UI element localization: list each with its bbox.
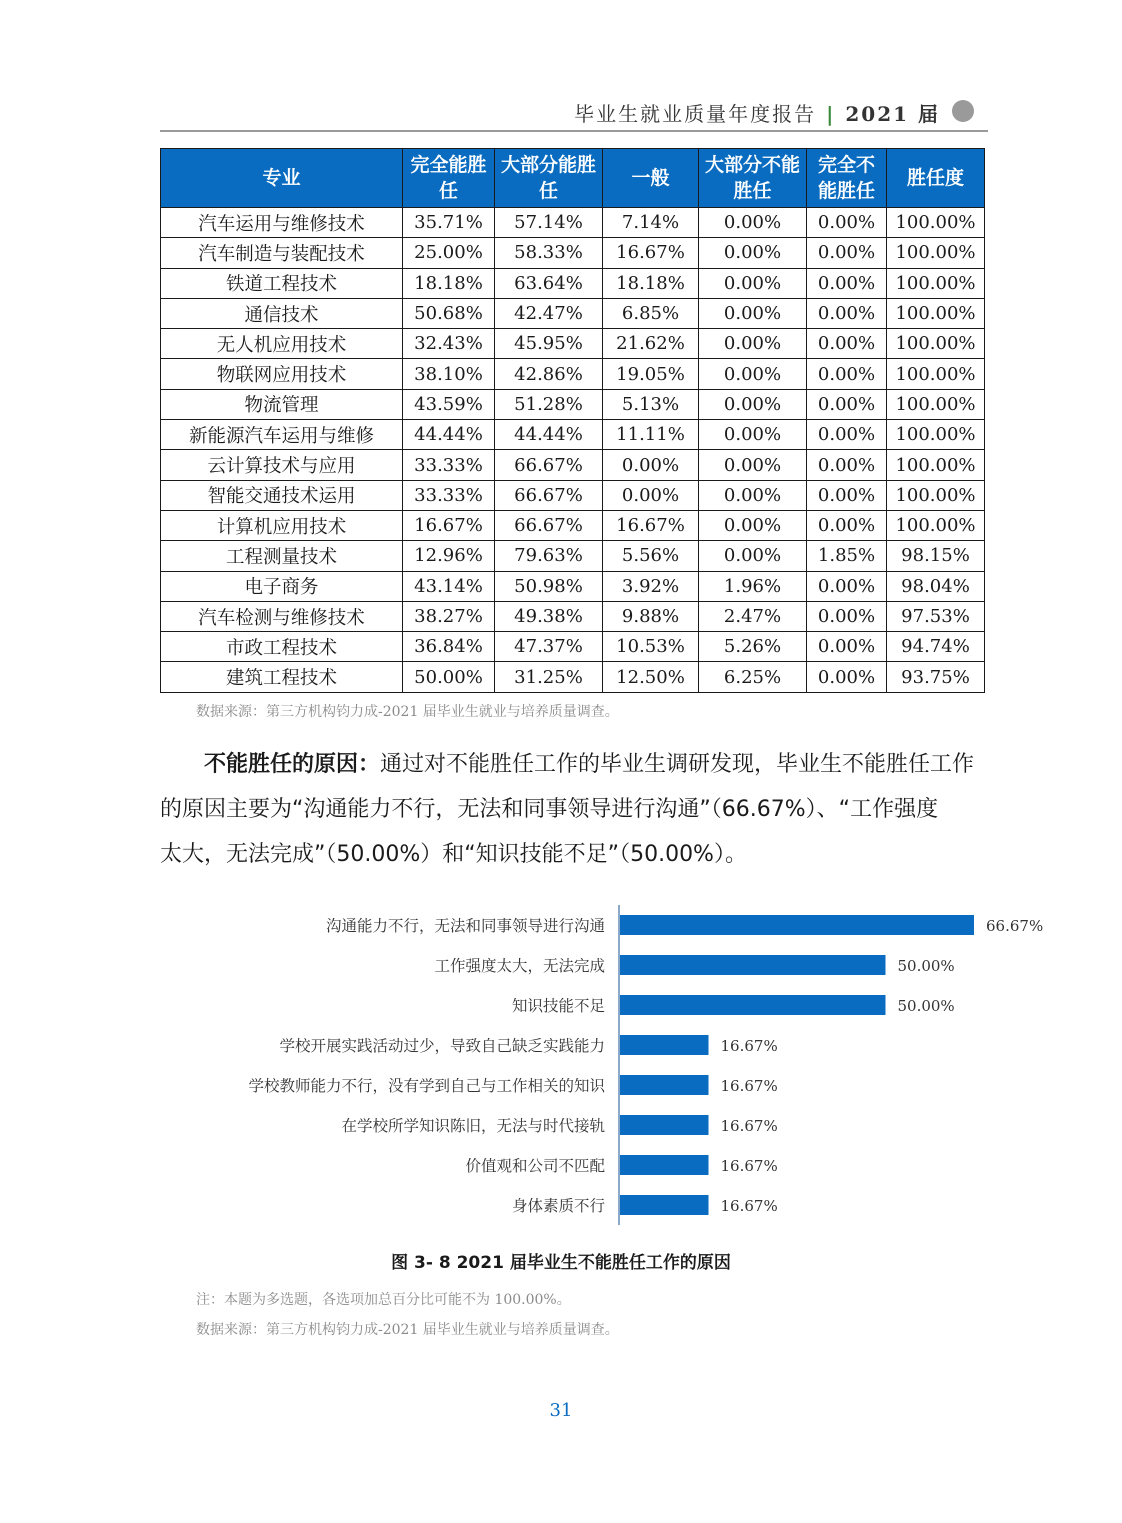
bar <box>620 1075 709 1095</box>
value-cell: 0.00% <box>699 238 807 268</box>
value-cell: 0.00% <box>807 420 887 450</box>
value-cell: 32.43% <box>403 329 495 359</box>
value-cell: 6.85% <box>603 298 699 328</box>
value-cell: 7.14% <box>603 208 699 238</box>
value-cell: 100.00% <box>887 450 985 480</box>
value-cell: 36.84% <box>403 632 495 662</box>
value-cell: 0.00% <box>807 510 887 540</box>
major-name-cell: 工程测量技术 <box>161 541 403 571</box>
value-cell: 100.00% <box>887 359 985 389</box>
table-row <box>161 632 985 662</box>
value-cell: 51.28% <box>495 389 603 419</box>
col-header-competency-rate: 胜任度 <box>887 149 985 208</box>
value-cell: 0.00% <box>699 359 807 389</box>
value-cell: 100.00% <box>887 389 985 419</box>
table-row <box>161 208 985 238</box>
value-cell: 58.33% <box>495 238 603 268</box>
category-label: 学校教师能力不行，没有学到自己与工作相关的知识 <box>248 1077 605 1095</box>
header-text <box>574 98 940 127</box>
category-label: 在学校所学知识陈旧，无法与时代接轨 <box>341 1117 605 1135</box>
value-cell: 66.67% <box>495 450 603 480</box>
category-label: 身体素质不行 <box>511 1197 605 1215</box>
value-cell: 38.27% <box>403 601 495 631</box>
value-cell: 0.00% <box>699 208 807 238</box>
value-cell: 47.37% <box>495 632 603 662</box>
value-cell: 5.13% <box>603 389 699 419</box>
major-name-cell: 市政工程技术 <box>161 632 403 662</box>
table-row <box>161 450 985 480</box>
bar <box>620 955 885 975</box>
value-cell: 5.56% <box>603 541 699 571</box>
bar <box>620 1035 709 1055</box>
value-cell: 21.62% <box>603 329 699 359</box>
value-cell: 35.71% <box>403 208 495 238</box>
value-cell: 0.00% <box>699 450 807 480</box>
paragraph-line-1-text: 通过对不能胜任工作的毕业生调研发现，毕业生不能胜任工作 <box>380 752 975 777</box>
value-cell: 97.53% <box>887 601 985 631</box>
value-cell: 100.00% <box>887 268 985 298</box>
reasons-bar-chart <box>0 900 1122 1230</box>
value-cell: 31.25% <box>495 662 603 692</box>
value-cell: 0.00% <box>807 208 887 238</box>
value-cell: 50.00% <box>403 662 495 692</box>
value-cell: 6.25% <box>699 662 807 692</box>
value-cell: 0.00% <box>807 268 887 298</box>
value-cell: 38.10% <box>403 359 495 389</box>
value-cell: 49.38% <box>495 601 603 631</box>
value-cell: 33.33% <box>403 450 495 480</box>
value-cell: 100.00% <box>887 480 985 510</box>
paragraph-line-1 <box>160 742 992 787</box>
value-cell: 98.15% <box>887 541 985 571</box>
value-cell: 0.00% <box>699 480 807 510</box>
value-label: 50.00% <box>897 957 955 975</box>
value-cell: 94.74% <box>887 632 985 662</box>
value-cell: 100.00% <box>887 298 985 328</box>
value-cell: 0.00% <box>807 480 887 510</box>
value-cell: 0.00% <box>603 450 699 480</box>
major-name-cell: 建筑工程技术 <box>161 662 403 692</box>
value-label: 66.67% <box>986 917 1044 935</box>
value-cell: 16.67% <box>603 238 699 268</box>
bar <box>620 995 885 1015</box>
header-dot-icon <box>952 100 974 122</box>
value-cell: 0.00% <box>699 268 807 298</box>
value-cell: 0.00% <box>807 389 887 419</box>
value-cell: 5.26% <box>699 632 807 662</box>
value-label: 50.00% <box>897 997 955 1015</box>
value-cell: 0.00% <box>807 329 887 359</box>
value-cell: 100.00% <box>887 238 985 268</box>
value-cell: 16.67% <box>603 510 699 540</box>
value-cell: 12.96% <box>403 541 495 571</box>
table-row <box>161 298 985 328</box>
table-body <box>161 208 985 693</box>
col-header-major: 专业 <box>161 149 403 208</box>
table-row <box>161 389 985 419</box>
value-cell: 12.50% <box>603 662 699 692</box>
value-cell: 100.00% <box>887 420 985 450</box>
value-cell: 100.00% <box>887 510 985 540</box>
major-name-cell: 铁道工程技术 <box>161 268 403 298</box>
major-name-cell: 无人机应用技术 <box>161 329 403 359</box>
bar <box>620 915 974 935</box>
value-cell: 0.00% <box>699 298 807 328</box>
header-separator: | <box>826 102 836 126</box>
value-label: 16.67% <box>720 1077 778 1095</box>
chart-svg <box>0 900 1122 1230</box>
value-cell: 0.00% <box>699 510 807 540</box>
value-cell: 79.63% <box>495 541 603 571</box>
major-name-cell: 汽车制造与装配技术 <box>161 238 403 268</box>
major-name-cell: 物联网应用技术 <box>161 359 403 389</box>
major-name-cell: 汽车运用与维修技术 <box>161 208 403 238</box>
value-cell: 25.00% <box>403 238 495 268</box>
table-row <box>161 480 985 510</box>
value-cell: 0.00% <box>699 389 807 419</box>
table-row <box>161 359 985 389</box>
major-name-cell: 汽车检测与维修技术 <box>161 601 403 631</box>
body-paragraph <box>160 742 992 877</box>
value-cell: 2.47% <box>699 601 807 631</box>
major-name-cell: 新能源汽车运用与维修 <box>161 420 403 450</box>
value-cell: 43.14% <box>403 571 495 601</box>
table-row <box>161 268 985 298</box>
value-cell: 1.96% <box>699 571 807 601</box>
figure-source-note: 数据来源：第三方机构钧力成-2021 届毕业生就业与培养质量调查。 <box>196 1322 619 1338</box>
category-label: 知识技能不足 <box>511 997 605 1015</box>
value-cell: 0.00% <box>699 329 807 359</box>
value-cell: 93.75% <box>887 662 985 692</box>
value-cell: 66.67% <box>495 510 603 540</box>
header-rule <box>160 130 988 132</box>
table-row <box>161 662 985 692</box>
value-cell: 98.04% <box>887 571 985 601</box>
bar <box>620 1115 709 1135</box>
major-name-cell: 云计算技术与应用 <box>161 450 403 480</box>
value-label: 16.67% <box>720 1197 778 1215</box>
value-cell: 18.18% <box>603 268 699 298</box>
bar <box>620 1195 709 1215</box>
table-header-row <box>161 149 985 208</box>
table-row <box>161 329 985 359</box>
value-cell: 1.85% <box>807 541 887 571</box>
value-label: 16.67% <box>720 1037 778 1055</box>
value-cell: 42.47% <box>495 298 603 328</box>
value-cell: 66.67% <box>495 480 603 510</box>
value-label: 16.67% <box>720 1157 778 1175</box>
table-row <box>161 601 985 631</box>
value-cell: 0.00% <box>807 359 887 389</box>
value-cell: 33.33% <box>403 480 495 510</box>
table-row <box>161 571 985 601</box>
value-cell: 0.00% <box>807 662 887 692</box>
report-title: 毕业生就业质量年度报告 <box>574 102 817 126</box>
value-cell: 11.11% <box>603 420 699 450</box>
table-row <box>161 510 985 540</box>
category-label: 沟通能力不行，无法和同事领导进行沟通 <box>325 917 605 935</box>
paragraph-line-2: 的原因主要为“沟通能力不行，无法和同事领导进行沟通”（66.67%）、“工作强度 <box>160 797 939 822</box>
col-header-average: 一般 <box>603 149 699 208</box>
value-cell: 0.00% <box>699 541 807 571</box>
category-label: 工作强度太大，无法完成 <box>434 957 605 975</box>
value-cell: 9.88% <box>603 601 699 631</box>
major-name-cell: 物流管理 <box>161 389 403 419</box>
category-label: 学校开展实践活动过少，导致自己缺乏实践能力 <box>279 1037 605 1055</box>
paragraph-lead: 不能胜任的原因： <box>204 752 381 777</box>
table-row <box>161 420 985 450</box>
value-cell: 100.00% <box>887 329 985 359</box>
page-header <box>160 96 988 136</box>
value-label: 16.67% <box>720 1117 778 1135</box>
major-name-cell: 智能交通技术运用 <box>161 480 403 510</box>
value-cell: 0.00% <box>807 601 887 631</box>
value-cell: 0.00% <box>807 450 887 480</box>
bar <box>620 1155 709 1175</box>
value-cell: 3.92% <box>603 571 699 601</box>
value-cell: 57.14% <box>495 208 603 238</box>
table-row <box>161 238 985 268</box>
value-cell: 100.00% <box>887 208 985 238</box>
value-cell: 42.86% <box>495 359 603 389</box>
value-cell: 0.00% <box>807 571 887 601</box>
col-header-fully-competent: 完全能胜任 <box>403 149 495 208</box>
paragraph-line-3: 太大，无法完成”（50.00%）和“知识技能不足”（50.00%）。 <box>160 842 747 867</box>
value-cell: 43.59% <box>403 389 495 419</box>
competency-table <box>160 148 985 693</box>
value-cell: 63.64% <box>495 268 603 298</box>
value-cell: 0.00% <box>699 420 807 450</box>
value-cell: 0.00% <box>807 298 887 328</box>
value-cell: 10.53% <box>603 632 699 662</box>
value-cell: 45.95% <box>495 329 603 359</box>
value-cell: 0.00% <box>603 480 699 510</box>
col-header-mostly-incompetent: 大部分不能胜任 <box>699 149 807 208</box>
value-cell: 18.18% <box>403 268 495 298</box>
value-cell: 44.44% <box>403 420 495 450</box>
value-cell: 16.67% <box>403 510 495 540</box>
figure-note: 注：本题为多选题，各选项加总百分比可能不为 100.00%。 <box>196 1292 571 1308</box>
report-year: 2021 届 <box>845 102 940 126</box>
major-name-cell: 电子商务 <box>161 571 403 601</box>
value-cell: 50.98% <box>495 571 603 601</box>
table-source-note: 数据来源：第三方机构钧力成-2021 届毕业生就业与培养质量调查。 <box>196 704 619 720</box>
major-name-cell: 计算机应用技术 <box>161 510 403 540</box>
category-label: 价值观和公司不匹配 <box>465 1157 605 1175</box>
value-cell: 19.05% <box>603 359 699 389</box>
value-cell: 0.00% <box>807 632 887 662</box>
figure-caption: 图 3- 8 2021 届毕业生不能胜任工作的原因 <box>391 1253 731 1273</box>
col-header-fully-incompetent: 完全不能胜任 <box>807 149 887 208</box>
page-number: 31 <box>549 1400 573 1421</box>
value-cell: 44.44% <box>495 420 603 450</box>
value-cell: 0.00% <box>807 238 887 268</box>
major-name-cell: 通信技术 <box>161 298 403 328</box>
value-cell: 50.68% <box>403 298 495 328</box>
table-row <box>161 541 985 571</box>
col-header-mostly-competent: 大部分能胜任 <box>495 149 603 208</box>
